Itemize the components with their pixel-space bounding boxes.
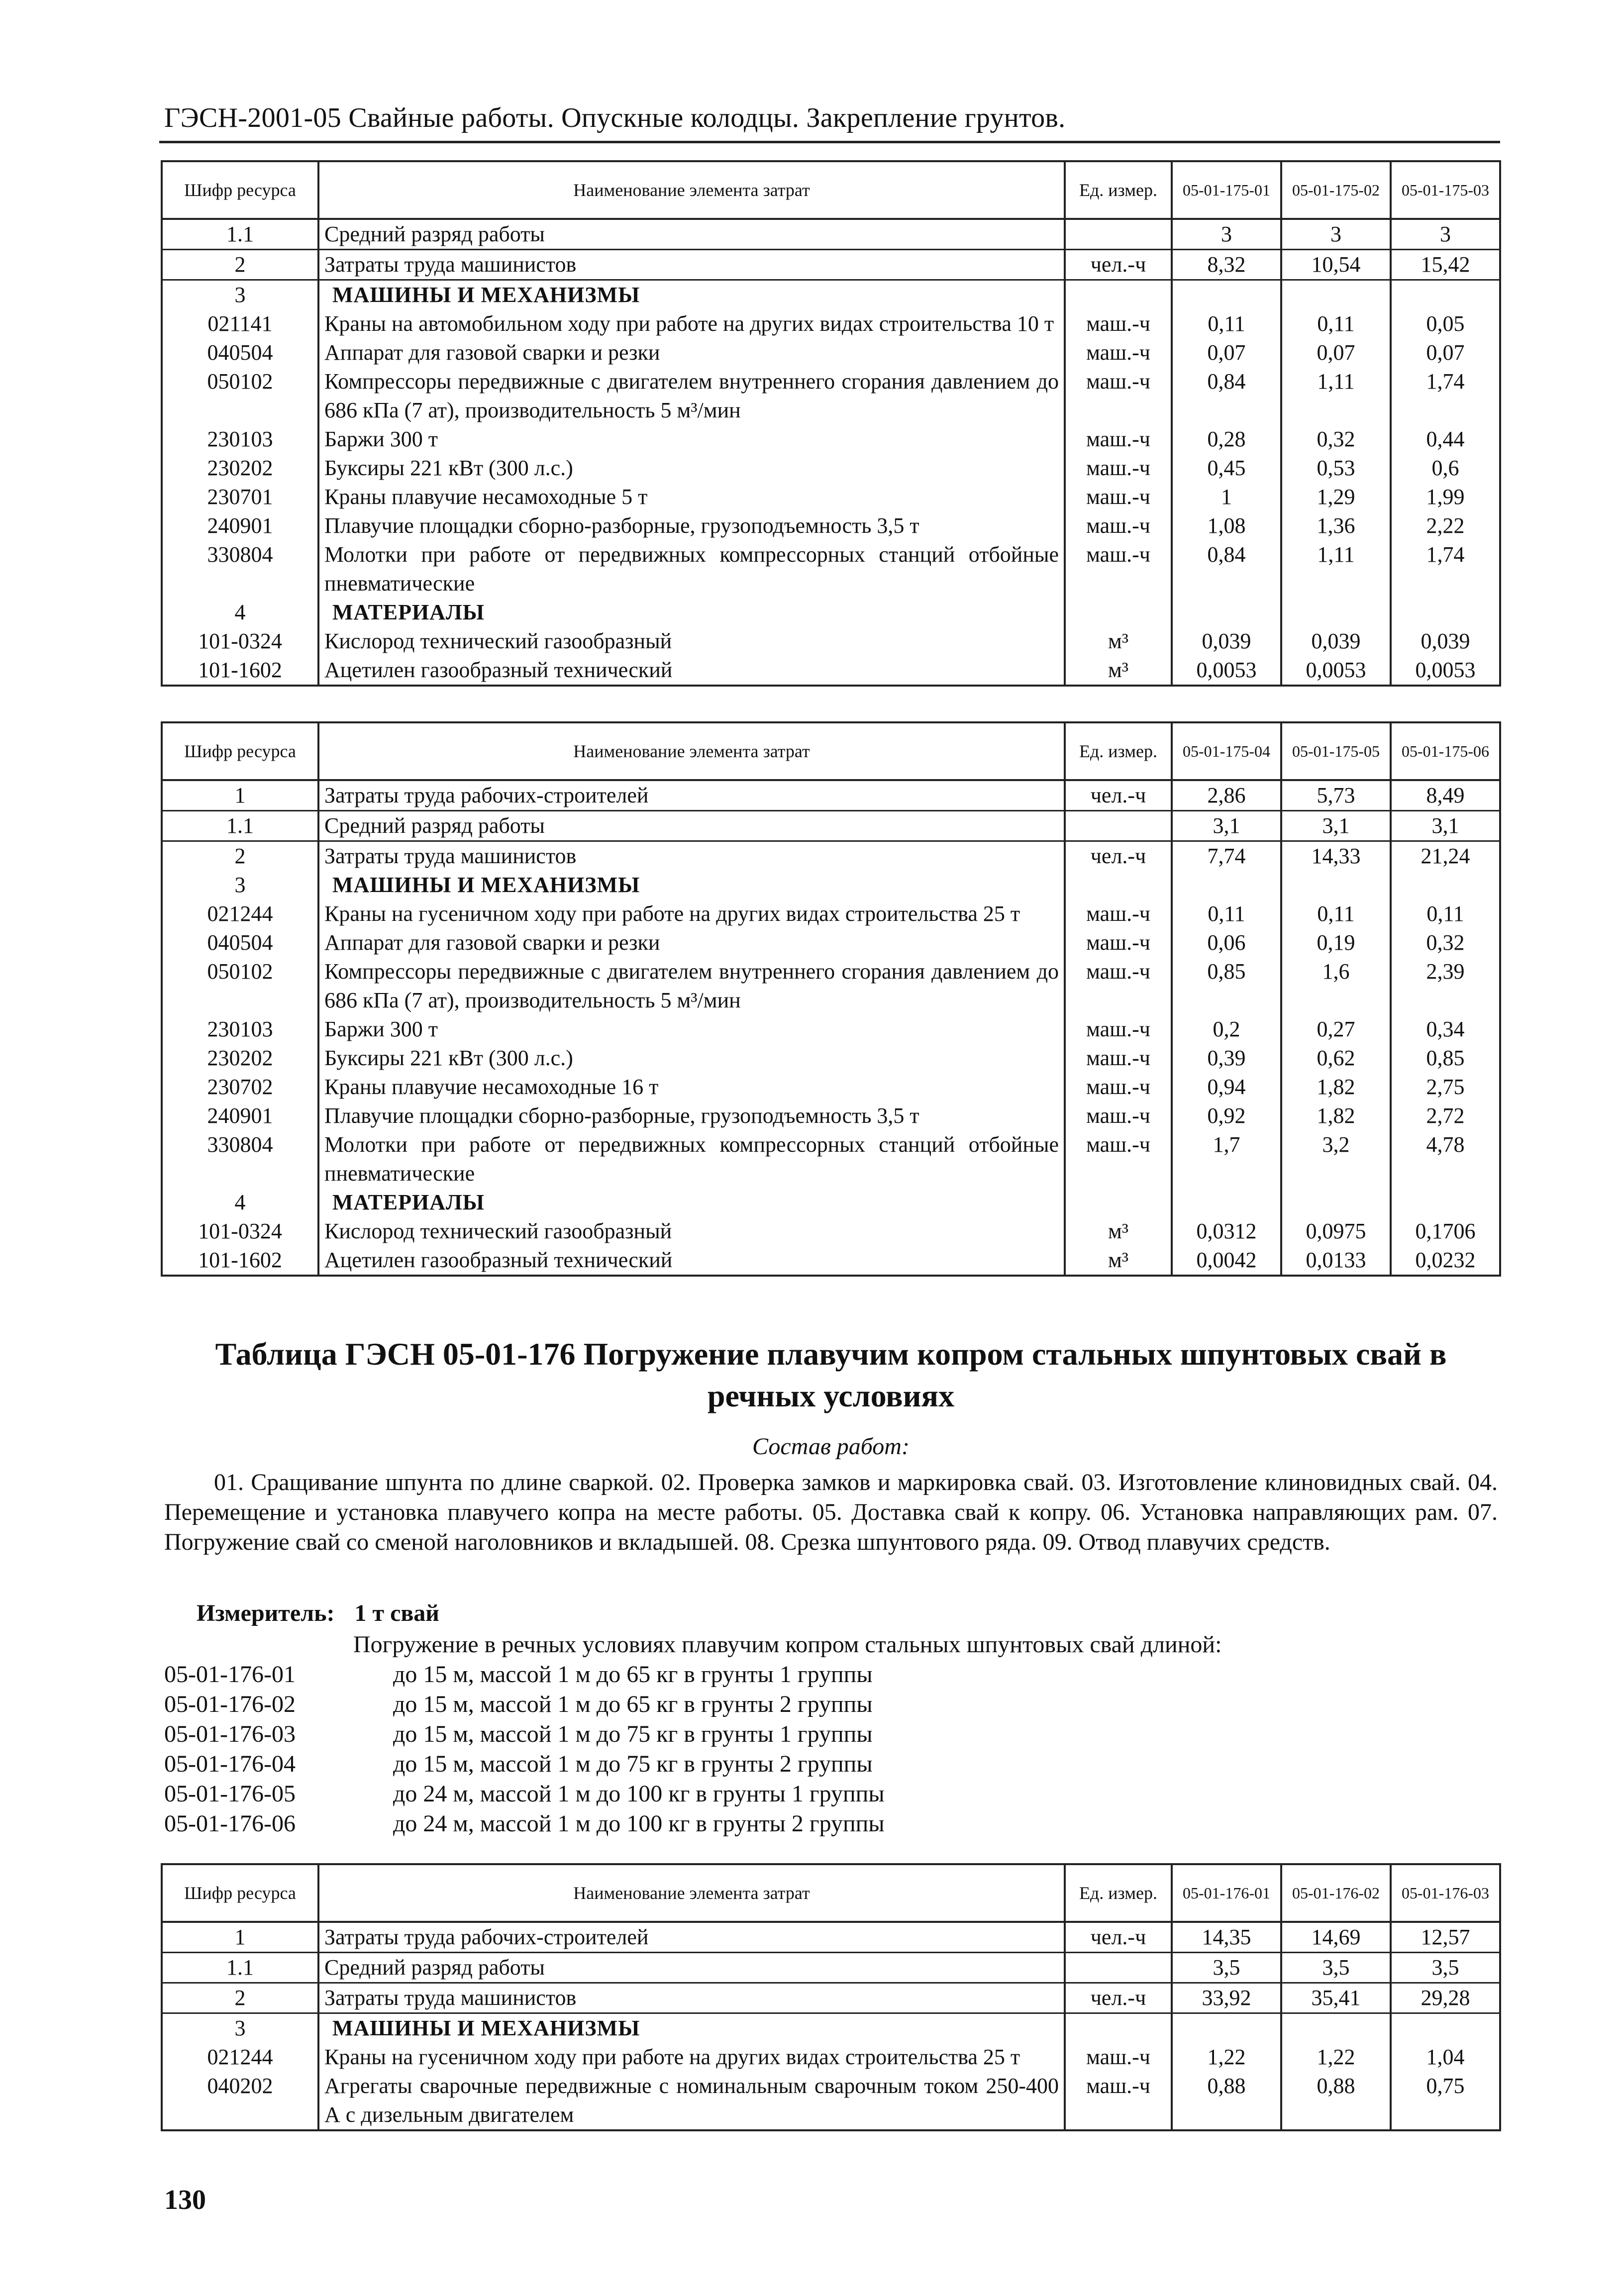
value-cell — [1281, 871, 1391, 899]
resource-code: 330804 — [162, 1130, 318, 1188]
resource-code: 050102 — [162, 957, 318, 1015]
value-cell: 14,33 — [1281, 841, 1391, 871]
value-cell: 0,32 — [1281, 425, 1391, 454]
value-cell: 3,5 — [1391, 1953, 1500, 1983]
table-row — [162, 1130, 1500, 1188]
resource-name: Затраты труда машинистов — [318, 1983, 1065, 2013]
resource-code: 1 — [162, 1922, 318, 1953]
value-cell — [1172, 598, 1281, 627]
value-cell: 0,06 — [1172, 928, 1281, 957]
unit: маш.-ч — [1065, 540, 1172, 598]
value-cell: 0,28 — [1172, 425, 1281, 454]
variant-code: 05-01-176-06 — [164, 1810, 296, 1837]
value-cell: 0,0053 — [1281, 656, 1391, 686]
resource-name: Кислород технический газообразный — [318, 627, 1065, 656]
resource-name: Краны плавучие несамоходные 16 т — [318, 1073, 1065, 1101]
table-row — [162, 1217, 1500, 1246]
resource-code: 230103 — [162, 1015, 318, 1044]
section-heading: МАШИНЫ И МЕХАНИЗМЫ — [318, 871, 1065, 899]
value-cell: 2,75 — [1391, 1073, 1500, 1101]
resource-name: Затраты труда машинистов — [318, 841, 1065, 871]
variant-line — [164, 1720, 873, 1748]
variant-line — [164, 1691, 873, 1718]
value-cell: 7,74 — [1172, 841, 1281, 871]
unit: м³ — [1065, 1217, 1172, 1246]
unit: маш.-ч — [1065, 2072, 1172, 2130]
value-cell — [1281, 1188, 1391, 1217]
value-cell — [1281, 598, 1391, 627]
value-cell: 0,6 — [1391, 454, 1500, 483]
table-row — [162, 454, 1500, 483]
unit: чел.-ч — [1065, 841, 1172, 871]
resource-name: Аппарат для газовой сварки и резки — [318, 338, 1065, 367]
value-cell: 0,45 — [1172, 454, 1281, 483]
table-row — [162, 367, 1500, 425]
header-rule — [159, 141, 1500, 143]
resource-name: Буксиры 221 кВт (300 л.с.) — [318, 454, 1065, 483]
resource-code: 230202 — [162, 454, 318, 483]
col-header-variant: 05-01-175-02 — [1281, 161, 1391, 219]
unit: маш.-ч — [1065, 338, 1172, 367]
value-cell — [1391, 871, 1500, 899]
value-cell: 2,72 — [1391, 1101, 1500, 1130]
variant-text: до 24 м, массой 1 м до 100 кг в грунты 2 группы — [393, 1810, 885, 1837]
value-cell: 14,69 — [1281, 1922, 1391, 1953]
resource-code: 2 — [162, 841, 318, 871]
table-row — [162, 425, 1500, 454]
unit — [1065, 1953, 1172, 1983]
resource-name: Затраты труда машинистов — [318, 250, 1065, 280]
variant-code: 05-01-176-01 — [164, 1661, 296, 1688]
col-header-name: Наименование элемента затрат — [318, 722, 1065, 780]
value-cell: 0,11 — [1391, 899, 1500, 928]
table-row — [162, 841, 1500, 871]
variant-text: до 15 м, массой 1 м до 75 кг в грунты 2 группы — [393, 1751, 873, 1777]
value-cell: 1,7 — [1172, 1130, 1281, 1188]
value-cell — [1172, 2013, 1281, 2043]
unit — [1065, 2013, 1172, 2043]
resource-name: Буксиры 221 кВт (300 л.с.) — [318, 1044, 1065, 1073]
value-cell — [1172, 280, 1281, 310]
value-cell: 1,11 — [1281, 540, 1391, 598]
value-cell: 3,2 — [1281, 1130, 1391, 1188]
value-cell: 3,5 — [1281, 1953, 1391, 1983]
value-cell — [1391, 2013, 1500, 2043]
resource-name: Молотки при работе от передвижных компрессорных станций отбойные пневматические — [318, 1130, 1065, 1188]
value-cell: 1,08 — [1172, 511, 1281, 540]
unit: маш.-ч — [1065, 425, 1172, 454]
resource-name: Краны на гусеничном ходу при работе на других видах строительства 25 т — [318, 899, 1065, 928]
variant-text: до 15 м, массой 1 м до 75 кг в грунты 1 группы — [393, 1721, 873, 1747]
col-header-variant: 05-01-175-04 — [1172, 722, 1281, 780]
value-cell: 0,62 — [1281, 1044, 1391, 1073]
table-row — [162, 219, 1500, 250]
value-cell: 0,11 — [1172, 899, 1281, 928]
resource-name: Затраты труда рабочих-строителей — [318, 1922, 1065, 1953]
col-header-name: Наименование элемента затрат — [318, 1864, 1065, 1922]
unit: м³ — [1065, 1246, 1172, 1276]
resource-name: Краны плавучие несамоходные 5 т — [318, 483, 1065, 511]
table-row — [162, 540, 1500, 598]
table-row — [162, 1015, 1500, 1044]
table-row — [162, 957, 1500, 1015]
col-header-unit: Ед. измер. — [1065, 722, 1172, 780]
resource-name: Баржи 300 т — [318, 425, 1065, 454]
resource-name: Агрегаты сварочные передвижные с номинальным сварочным током 250-400 А с дизельным двигателем — [318, 2072, 1065, 2130]
value-cell: 1,82 — [1281, 1073, 1391, 1101]
value-cell: 8,49 — [1391, 780, 1500, 811]
table-row — [162, 250, 1500, 280]
resource-name: Молотки при работе от передвижных компрессорных станций отбойные пневматические — [318, 540, 1065, 598]
value-cell: 12,57 — [1391, 1922, 1500, 1953]
table-row — [162, 511, 1500, 540]
unit — [1065, 811, 1172, 841]
resource-code: 040202 — [162, 2072, 318, 2130]
col-header-variant: 05-01-175-06 — [1391, 722, 1500, 780]
value-cell: 3 — [1391, 219, 1500, 250]
value-cell: 0,32 — [1391, 928, 1500, 957]
table-row — [162, 1044, 1500, 1073]
unit: маш.-ч — [1065, 367, 1172, 425]
value-cell: 0,19 — [1281, 928, 1391, 957]
value-cell: 0,0232 — [1391, 1246, 1500, 1276]
col-header-variant: 05-01-175-03 — [1391, 161, 1500, 219]
value-cell: 1,22 — [1172, 2043, 1281, 2072]
value-cell: 1,11 — [1281, 367, 1391, 425]
col-header-code: Шифр ресурса — [162, 161, 318, 219]
value-cell: 0,0053 — [1172, 656, 1281, 686]
value-cell: 3 — [1172, 219, 1281, 250]
value-cell: 1,04 — [1391, 2043, 1500, 2072]
value-cell: 0,039 — [1281, 627, 1391, 656]
resource-name: Кислород технический газообразный — [318, 1217, 1065, 1246]
meter-label: Измеритель: — [197, 1600, 335, 1626]
table-row — [162, 338, 1500, 367]
resource-code: 101-0324 — [162, 627, 318, 656]
resource-name: Краны на автомобильном ходу при работе на других видах строительства 10 т — [318, 309, 1065, 338]
resource-name: Аппарат для газовой сварки и резки — [318, 928, 1065, 957]
col-header-variant: 05-01-176-02 — [1281, 1864, 1391, 1922]
table-row — [162, 598, 1500, 627]
value-cell: 1,36 — [1281, 511, 1391, 540]
value-cell: 0,07 — [1172, 338, 1281, 367]
table-row — [162, 309, 1500, 338]
value-cell: 0,11 — [1172, 309, 1281, 338]
variants-intro: Погружение в речных условиях плавучим копром стальных шпунтовых свай длиной: — [353, 1631, 1222, 1658]
value-cell: 21,24 — [1391, 841, 1500, 871]
table-row — [162, 1188, 1500, 1217]
value-cell: 1,82 — [1281, 1101, 1391, 1130]
value-cell: 1,99 — [1391, 483, 1500, 511]
unit — [1065, 598, 1172, 627]
resource-name: Компрессоры передвижные с двигателем внутреннего сгорания давлением до 686 кПа (7 ат), производительность 5 м³/мин — [318, 367, 1065, 425]
resource-code: 3 — [162, 2013, 318, 2043]
resource-name: Ацетилен газообразный технический — [318, 656, 1065, 686]
resource-name: Средний разряд работы — [318, 219, 1065, 250]
table-176-title: Таблица ГЭСН 05-01-176 Погружение плавучим копром стальных шпунтовых свай в речных условиях — [215, 1336, 1447, 1413]
resource-code: 101-0324 — [162, 1217, 318, 1246]
col-header-code: Шифр ресурса — [162, 722, 318, 780]
resource-name: Баржи 300 т — [318, 1015, 1065, 1044]
resource-code: 230103 — [162, 425, 318, 454]
value-cell: 0,44 — [1391, 425, 1500, 454]
resource-code: 1 — [162, 780, 318, 811]
resource-code: 101-1602 — [162, 656, 318, 686]
resource-name: Краны на гусеничном ходу при работе на других видах строительства 25 т — [318, 2043, 1065, 2072]
variant-code: 05-01-176-05 — [164, 1781, 296, 1807]
value-cell: 0,07 — [1391, 338, 1500, 367]
value-cell: 1,74 — [1391, 540, 1500, 598]
value-cell: 5,73 — [1281, 780, 1391, 811]
section-heading: МАШИНЫ И МЕХАНИЗМЫ — [318, 2013, 1065, 2043]
table-row — [162, 2013, 1500, 2043]
value-cell: 2,39 — [1391, 957, 1500, 1015]
value-cell: 0,75 — [1391, 2072, 1500, 2130]
unit: чел.-ч — [1065, 1922, 1172, 1953]
value-cell: 4,78 — [1391, 1130, 1500, 1188]
page-number: 130 — [164, 2185, 206, 2215]
unit: маш.-ч — [1065, 1073, 1172, 1101]
resource-name: Ацетилен газообразный технический — [318, 1246, 1065, 1276]
unit: чел.-ч — [1065, 250, 1172, 280]
resource-code: 040504 — [162, 928, 318, 957]
table-row — [162, 656, 1500, 686]
value-cell — [1391, 598, 1500, 627]
value-cell: 0,0975 — [1281, 1217, 1391, 1246]
value-cell: 0,0053 — [1391, 656, 1500, 686]
unit: чел.-ч — [1065, 780, 1172, 811]
unit: маш.-ч — [1065, 2043, 1172, 2072]
table-row — [162, 928, 1500, 957]
value-cell: 3 — [1281, 219, 1391, 250]
resource-name: Компрессоры передвижные с двигателем внутреннего сгорания давлением до 686 кПа (7 ат), производительность 5 м³/мин — [318, 957, 1065, 1015]
unit: маш.-ч — [1065, 1015, 1172, 1044]
table-row — [162, 483, 1500, 511]
variant-text: до 15 м, массой 1 м до 65 кг в грунты 1 группы — [393, 1661, 873, 1688]
value-cell: 0,39 — [1172, 1044, 1281, 1073]
value-cell: 3,1 — [1172, 811, 1281, 841]
table-row — [162, 1073, 1500, 1101]
unit: маш.-ч — [1065, 899, 1172, 928]
table-row — [162, 2043, 1500, 2072]
resource-code: 330804 — [162, 540, 318, 598]
value-cell: 15,42 — [1391, 250, 1500, 280]
resource-code: 230202 — [162, 1044, 318, 1073]
table-row — [162, 1953, 1500, 1983]
resource-code: 2 — [162, 250, 318, 280]
value-cell: 0,88 — [1172, 2072, 1281, 2130]
value-cell — [1391, 280, 1500, 310]
unit: маш.-ч — [1065, 483, 1172, 511]
value-cell: 0,94 — [1172, 1073, 1281, 1101]
value-cell: 10,54 — [1281, 250, 1391, 280]
value-cell — [1281, 280, 1391, 310]
resource-code: 230701 — [162, 483, 318, 511]
value-cell: 0,0312 — [1172, 1217, 1281, 1246]
variant-code: 05-01-176-02 — [164, 1691, 296, 1717]
resource-code: 021141 — [162, 309, 318, 338]
value-cell: 0,039 — [1391, 627, 1500, 656]
value-cell: 0,05 — [1391, 309, 1500, 338]
value-cell: 0,92 — [1172, 1101, 1281, 1130]
value-cell: 3,1 — [1281, 811, 1391, 841]
meter-line — [197, 1599, 439, 1627]
resource-code: 230702 — [162, 1073, 318, 1101]
unit — [1065, 219, 1172, 250]
resource-table-175-1 — [161, 160, 1501, 687]
value-cell: 0,85 — [1172, 957, 1281, 1015]
unit: м³ — [1065, 656, 1172, 686]
value-cell: 0,1706 — [1391, 1217, 1500, 1246]
col-header-name: Наименование элемента затрат — [318, 161, 1065, 219]
works-description: 01. Сращивание шпунта по длине сваркой. 02. Проверка замков и маркировка свай. 03. Изготовление клиновидных свай. 04. Перемещение и установка плавучего копра на месте работы. 05. Доставка свай к копру. 06. Установка направляющих рам. 07. Погружение свай со сменой наголовников и вкладышей. 08. Срезка шпунтового ряда. 09. Отвод плавучих средств. — [164, 1469, 1498, 1555]
value-cell: 0,85 — [1391, 1044, 1500, 1073]
variant-text: до 24 м, массой 1 м до 100 кг в грунты 1 группы — [393, 1781, 885, 1807]
resource-code: 040504 — [162, 338, 318, 367]
value-cell — [1391, 1188, 1500, 1217]
resource-code: 050102 — [162, 367, 318, 425]
section-heading: МАШИНЫ И МЕХАНИЗМЫ — [318, 280, 1065, 310]
value-cell: 1 — [1172, 483, 1281, 511]
unit: маш.-ч — [1065, 1044, 1172, 1073]
variant-line — [164, 1750, 873, 1778]
value-cell: 35,41 — [1281, 1983, 1391, 2013]
table-row — [162, 1983, 1500, 2013]
value-cell: 0,84 — [1172, 540, 1281, 598]
resource-code: 240901 — [162, 511, 318, 540]
unit: маш.-ч — [1065, 309, 1172, 338]
resource-code: 021244 — [162, 2043, 318, 2072]
value-cell: 0,07 — [1281, 338, 1391, 367]
table-row — [162, 280, 1500, 310]
value-cell: 0,0042 — [1172, 1246, 1281, 1276]
resource-code: 240901 — [162, 1101, 318, 1130]
resource-name: Плавучие площадки сборно-разборные, грузоподъемность 3,5 т — [318, 511, 1065, 540]
unit: маш.-ч — [1065, 928, 1172, 957]
table-row — [162, 2072, 1500, 2130]
value-cell: 0,0133 — [1281, 1246, 1391, 1276]
variant-code: 05-01-176-04 — [164, 1751, 296, 1777]
value-cell: 8,32 — [1172, 250, 1281, 280]
value-cell: 1,22 — [1281, 2043, 1391, 2072]
col-header-variant: 05-01-175-05 — [1281, 722, 1391, 780]
unit — [1065, 280, 1172, 310]
resource-table-175-2 — [161, 721, 1501, 1277]
unit: маш.-ч — [1065, 957, 1172, 1015]
variant-code: 05-01-176-03 — [164, 1721, 296, 1747]
variant-line — [164, 1661, 873, 1688]
running-header: ГЭСН-2001-05 Свайные работы. Опускные колодцы. Закрепление грунтов. — [164, 102, 1066, 133]
col-header-unit: Ед. измер. — [1065, 1864, 1172, 1922]
resource-name: Средний разряд работы — [318, 1953, 1065, 1983]
value-cell: 0,34 — [1391, 1015, 1500, 1044]
variant-line — [164, 1810, 885, 1837]
table-row — [162, 780, 1500, 811]
unit: маш.-ч — [1065, 511, 1172, 540]
col-header-code: Шифр ресурса — [162, 1864, 318, 1922]
table-row — [162, 871, 1500, 899]
resource-code: 4 — [162, 1188, 318, 1217]
unit — [1065, 1188, 1172, 1217]
resource-code: 021244 — [162, 899, 318, 928]
value-cell: 0,84 — [1172, 367, 1281, 425]
resource-code: 3 — [162, 280, 318, 310]
variant-line — [164, 1780, 885, 1807]
col-header-variant: 05-01-176-03 — [1391, 1864, 1500, 1922]
resource-code: 101-1602 — [162, 1246, 318, 1276]
value-cell: 0,11 — [1281, 309, 1391, 338]
col-header-variant: 05-01-175-01 — [1172, 161, 1281, 219]
variant-text: до 15 м, массой 1 м до 65 кг в грунты 2 группы — [393, 1691, 873, 1717]
table-row — [162, 1101, 1500, 1130]
col-header-variant: 05-01-176-01 — [1172, 1864, 1281, 1922]
value-cell: 0,53 — [1281, 454, 1391, 483]
value-cell: 0,27 — [1281, 1015, 1391, 1044]
resource-code: 1.1 — [162, 811, 318, 841]
value-cell: 0,039 — [1172, 627, 1281, 656]
unit — [1065, 871, 1172, 899]
table-row — [162, 627, 1500, 656]
value-cell: 14,35 — [1172, 1922, 1281, 1953]
value-cell: 2,22 — [1391, 511, 1500, 540]
resource-name: Средний разряд работы — [318, 811, 1065, 841]
col-header-unit: Ед. измер. — [1065, 161, 1172, 219]
resource-name: Затраты труда рабочих-строителей — [318, 780, 1065, 811]
resource-code: 2 — [162, 1983, 318, 2013]
table-row — [162, 1246, 1500, 1276]
value-cell: 1,6 — [1281, 957, 1391, 1015]
value-cell: 29,28 — [1391, 1983, 1500, 2013]
unit: маш.-ч — [1065, 1130, 1172, 1188]
meter-value: 1 т свай — [354, 1600, 439, 1626]
value-cell: 2,86 — [1172, 780, 1281, 811]
value-cell: 0,2 — [1172, 1015, 1281, 1044]
value-cell: 0,88 — [1281, 2072, 1391, 2130]
resource-table-176 — [161, 1863, 1501, 2131]
value-cell: 0,11 — [1281, 899, 1391, 928]
value-cell: 33,92 — [1172, 1983, 1281, 2013]
unit: маш.-ч — [1065, 1101, 1172, 1130]
value-cell: 3,1 — [1391, 811, 1500, 841]
value-cell — [1172, 871, 1281, 899]
unit: маш.-ч — [1065, 454, 1172, 483]
table-row — [162, 1922, 1500, 1953]
resource-code: 1.1 — [162, 1953, 318, 1983]
resource-code: 4 — [162, 598, 318, 627]
value-cell: 3,5 — [1172, 1953, 1281, 1983]
value-cell: 1,74 — [1391, 367, 1500, 425]
table-row — [162, 899, 1500, 928]
value-cell — [1172, 1188, 1281, 1217]
section-heading: МАТЕРИАЛЫ — [318, 1188, 1065, 1217]
resource-code: 3 — [162, 871, 318, 899]
table-row — [162, 811, 1500, 841]
value-cell — [1281, 2013, 1391, 2043]
unit: м³ — [1065, 627, 1172, 656]
section-heading: МАТЕРИАЛЫ — [318, 598, 1065, 627]
resource-name: Плавучие площадки сборно-разборные, грузоподъемность 3,5 т — [318, 1101, 1065, 1130]
unit: чел.-ч — [1065, 1983, 1172, 2013]
works-caption: Состав работ: — [752, 1433, 910, 1460]
resource-code: 1.1 — [162, 219, 318, 250]
value-cell: 1,29 — [1281, 483, 1391, 511]
